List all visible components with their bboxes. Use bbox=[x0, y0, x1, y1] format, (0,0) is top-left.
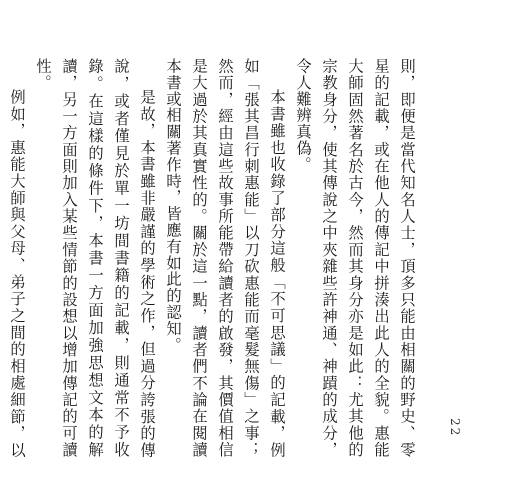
paragraph-2: 本書雖也收錄了部分這般「不可思議」的記載，例如「張其昌行刺惠能」以刀砍惠能而毫髮無傷」之事；然而，經由這些故事所能帶給讀者的啟發，其價值相信是大過於其真實性的。關於這一點，讀者們不論在閱讀本書或相關著作時，皆應有如此的認知。 bbox=[164, 58, 286, 458]
page-number: 22 bbox=[448, 418, 462, 438]
vertical-text-body bbox=[8, 58, 420, 458]
paragraph-3: 是故，本書雖非嚴謹的學術之作，但過分誇張的傳說，或者僅見於單一坊間書籍的記載，則通常不予收錄。在這樣的條件下，本書一方面加強思想文本的解讀，另一方面則加入某些情節的設想以增加傳記的可讀性。 bbox=[34, 58, 156, 458]
paragraph-1: 則，即便是當代知名人士，頂多只能由相關的野史、零星的記載，或在他人的傳記中拼湊出此人的全貌。惠能大師固然著名於古今，然而其身分亦是如此：尤其他的宗教身分，使其傳說之中夾雜些許神通、神蹟的成分，令人難辨真偽。 bbox=[294, 58, 416, 458]
paragraph-4: 例如，惠能大師與父母、弟子之間的相處細節，以 bbox=[8, 88, 26, 458]
